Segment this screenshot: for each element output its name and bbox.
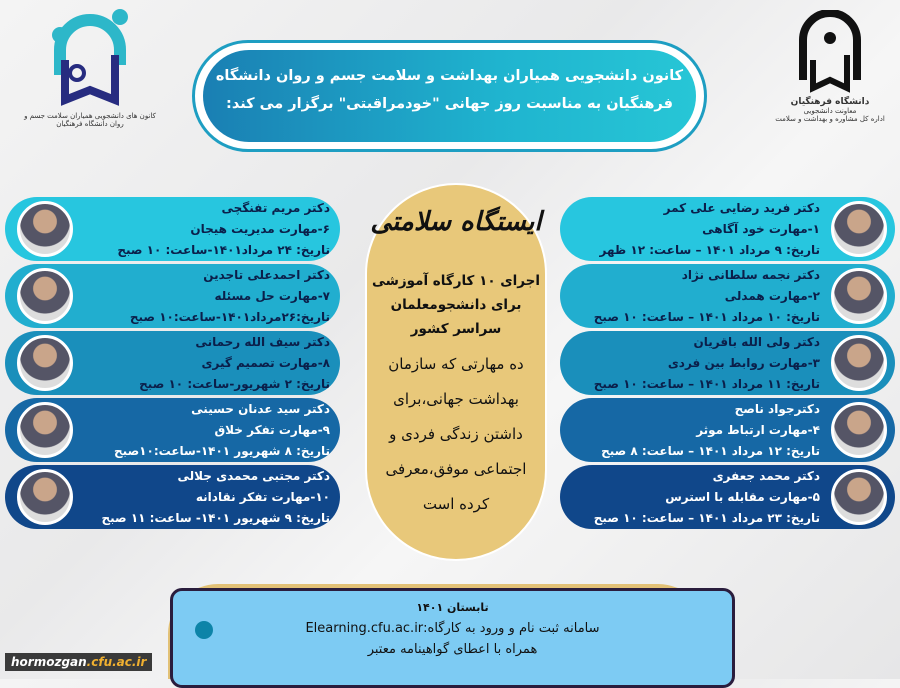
session-date: تاریخ: ۱۰ مرداد ۱۴۰۱ – ساعت: ۱۰ صبح xyxy=(593,310,820,324)
center-line: بهداشت جهانی،برای xyxy=(393,390,519,408)
speaker-photo xyxy=(17,402,73,458)
session-date: تاریخ: ۱۱ مرداد ۱۴۰۱ – ساعت: ۱۰ صبح xyxy=(593,377,820,391)
student-association-logo xyxy=(20,5,160,128)
skill-title: ۳-مهارت روابط بین فردی xyxy=(667,356,820,370)
skill-title: ۱-مهارت خود آگاهی xyxy=(702,222,820,236)
skill-title: ۵-مهارت مقابله با استرس xyxy=(665,490,820,504)
footer-registration[interactable]: سامانه ثبت نام و ورود به کارگاه:Elearning.cfu.ac.ir xyxy=(305,621,600,636)
footer-box xyxy=(170,588,735,688)
watermark-site: hormozgan xyxy=(11,655,87,669)
speaker-photo xyxy=(831,335,887,391)
skill-title: ۲-مهارت همدلی xyxy=(724,289,820,303)
footer-season: تابستان ۱۴۰۱ xyxy=(416,601,489,614)
speaker-card xyxy=(5,264,340,328)
session-date: تاریخ: ۲ شهریور-ساعت: ۱۰ صبح xyxy=(139,377,330,391)
center-line: داشتن زندگی فردی و xyxy=(389,425,523,443)
speaker-photo xyxy=(831,201,887,257)
session-date: تاریخ: ۹ مرداد ۱۴۰۱ – ساعت: ۱۲ ظهر xyxy=(599,243,820,257)
header-line-2: فرهنگیان به مناسبت روز جهانی "خودمراقبتی" برگزار می کند: xyxy=(226,96,673,112)
center-line: اجتماعی موفق،معرفی xyxy=(385,460,527,478)
speaker-name: دکتر محمد جعفری xyxy=(712,469,820,483)
speaker-name: دکترجواد ناصح xyxy=(734,402,820,416)
speaker-photo xyxy=(17,469,73,525)
watermark-domain: .cfu.ac.ir xyxy=(86,655,147,669)
speaker-photo xyxy=(17,335,73,391)
speaker-card xyxy=(5,331,340,395)
skill-title: ۷-مهارت حل مسئله xyxy=(214,289,330,303)
center-bold-line: اجرای ۱۰ کارگاه آموزشی xyxy=(371,273,541,289)
speaker-photo xyxy=(831,402,887,458)
skill-title: ۹-مهارت تفکر خلاق xyxy=(214,423,330,437)
left-logo-caption: کانون های دانشجویی همیاران سلامت جسم و روان دانشگاه فرهنگیان xyxy=(24,112,156,128)
session-date: تاریخ:۲۶مرداد۱۴۰۱-ساعت:۱۰ صبح xyxy=(129,310,330,324)
center-bold-line: سراسر کشور xyxy=(410,321,502,337)
session-date: تاریخ: ۱۲ مرداد ۱۴۰۱ – ساعت: ۸ صبح xyxy=(601,444,820,458)
association-emblem-icon xyxy=(45,5,135,110)
health-station-title: ایستگاه سلامتی xyxy=(370,207,542,237)
speaker-card xyxy=(5,398,340,462)
session-date: تاریخ: ۲۴ مرداد۱۴۰۱-ساعت: ۱۰ صبح xyxy=(117,243,330,257)
speaker-photo xyxy=(17,268,73,324)
right-logo-caption-3: اداره کل مشاوره و بهداشت و سلامت xyxy=(775,115,885,123)
university-logo xyxy=(765,10,895,123)
speaker-photo xyxy=(17,201,73,257)
header-line-1: کانون دانشجویی همیاران بهداشت و سلامت جسم و روان دانشگاه xyxy=(215,68,684,84)
center-line: ده مهارتی که سازمان xyxy=(388,355,524,373)
speaker-card xyxy=(560,264,895,328)
skill-title: ۴-مهارت ارتباط موثر xyxy=(696,423,820,437)
site-watermark xyxy=(5,653,152,671)
speaker-card xyxy=(5,197,340,261)
health-station-panel xyxy=(365,183,547,561)
center-bold-line: برای دانشجومعلمان xyxy=(390,297,522,313)
footer-certificate: همراه با اعطای گواهینامه معتبر xyxy=(367,642,538,657)
skill-title: ۸-مهارت تصمیم گیری xyxy=(201,356,330,370)
speaker-name: دکتر مریم تفنگچی xyxy=(221,201,330,215)
university-emblem-icon xyxy=(795,10,865,95)
speaker-card xyxy=(560,398,895,462)
skill-title: ۱۰-مهارت تفکر نقادانه xyxy=(195,490,330,504)
session-date: تاریخ: ۹ شهریور ۱۴۰۱- ساعت: ۱۱ صبح xyxy=(101,511,330,525)
speaker-name: دکتر سیف الله رحمانی xyxy=(195,335,330,349)
speaker-name: دکتر مجتبی محمدی جلالی xyxy=(177,469,330,483)
speaker-card xyxy=(560,197,895,261)
header-banner xyxy=(192,40,707,152)
speaker-card xyxy=(5,465,340,529)
speaker-name: دکتر احمدعلی تاجدین xyxy=(203,268,330,282)
session-date: تاریخ: ۲۳ مرداد ۱۴۰۱ – ساعت: ۱۰ صبح xyxy=(593,511,820,525)
speaker-card xyxy=(560,331,895,395)
right-logo-caption-1: دانشگاه فرهنگیان xyxy=(790,97,870,107)
session-date: تاریخ: ۸ شهریور ۱۴۰۱-ساعت:۱۰صبح xyxy=(114,444,330,458)
speaker-name: دکتر فرید رضایی علی کمر xyxy=(663,201,820,215)
speaker-name: دکتر سید عدنان حسینی xyxy=(191,402,330,416)
right-logo-caption-2: معاونت دانشجویی xyxy=(803,107,857,115)
speaker-name: دکتر ولی الله باقریان xyxy=(693,335,820,349)
speaker-card xyxy=(560,465,895,529)
speaker-photo xyxy=(831,268,887,324)
speaker-photo xyxy=(831,469,887,525)
skill-title: ۶-مهارت مدیریت هیجان xyxy=(190,222,330,236)
speaker-name: دکتر نجمه سلطانی نژاد xyxy=(681,268,820,282)
center-line: کرده است xyxy=(422,495,490,513)
dot-icon xyxy=(195,621,213,639)
